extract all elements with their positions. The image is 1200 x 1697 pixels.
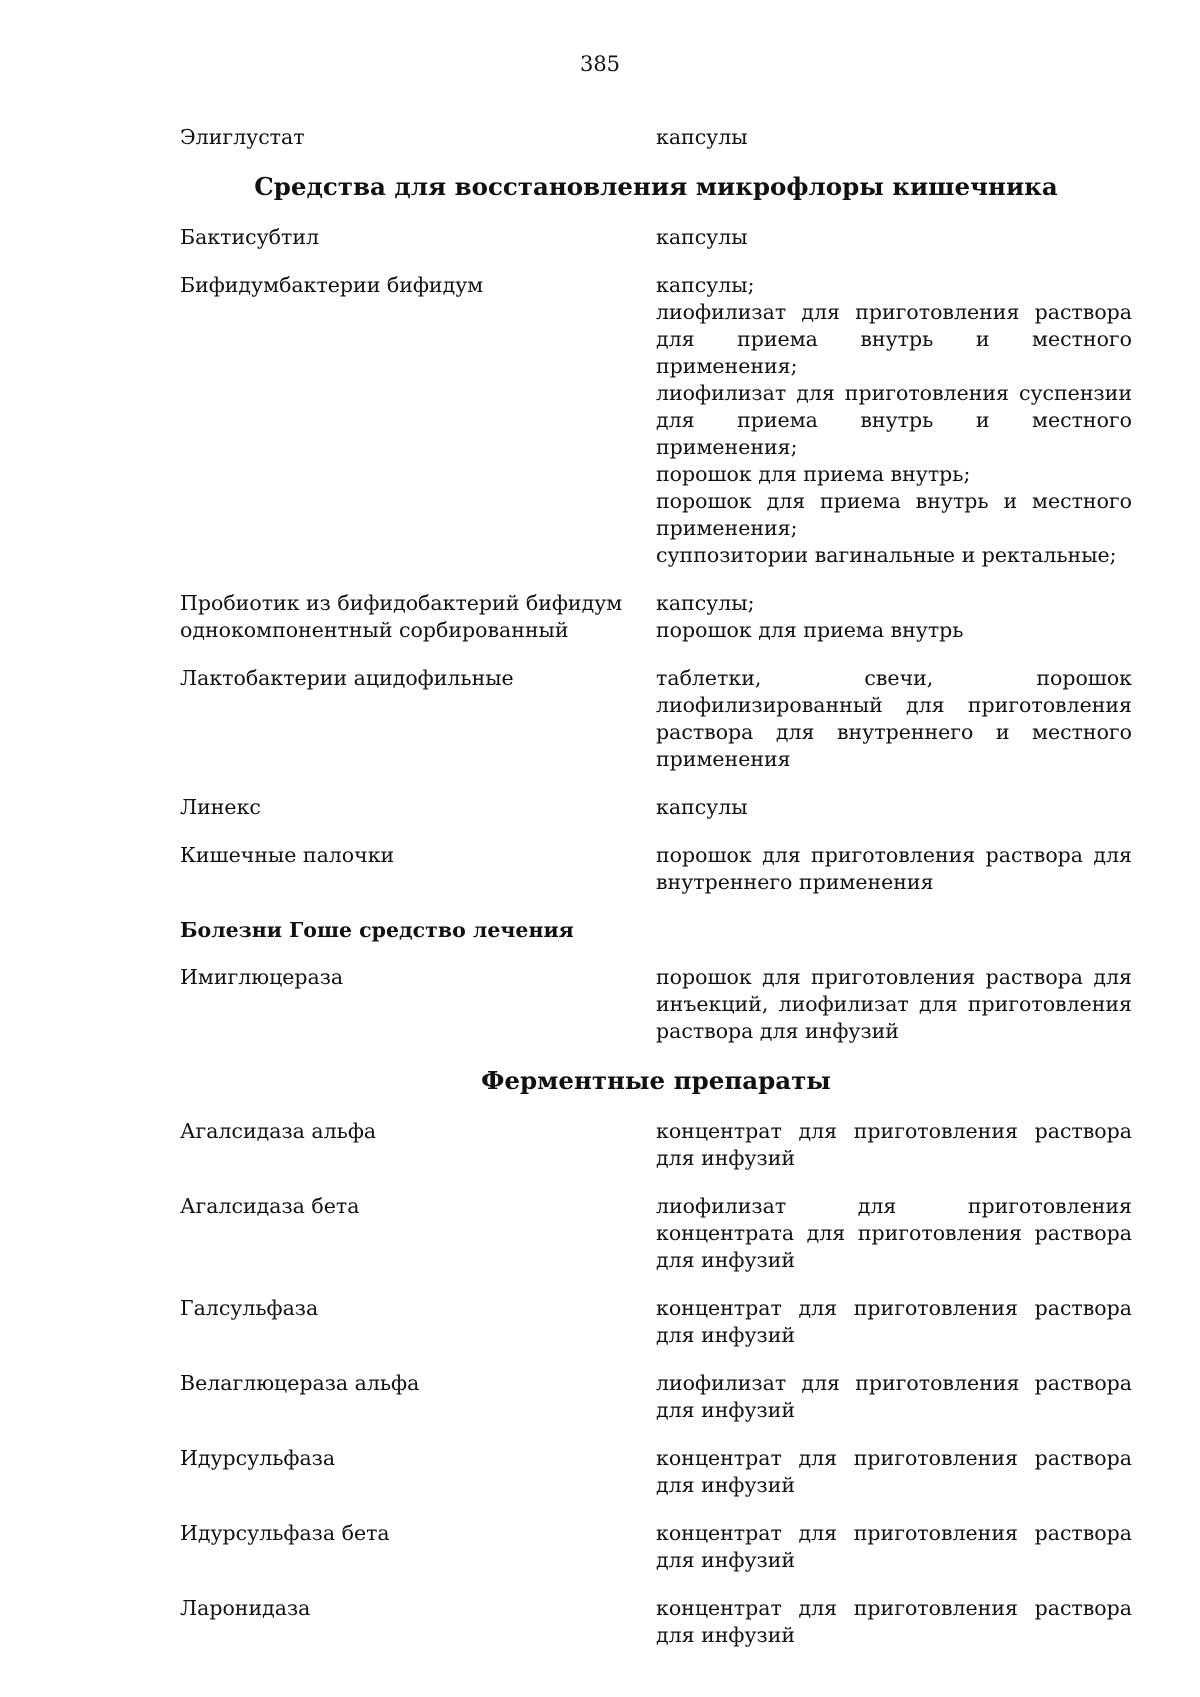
drug-name: Кишечные палочки (180, 843, 395, 867)
drug-name: Бифидумбактерии бифидум (180, 273, 484, 297)
dosage-form-line: лиофилизат для приготовления раствора для приема внутрь и местного применения; (656, 300, 1132, 378)
drug-name: Агалсидаза альфа (180, 1119, 377, 1143)
drug-name: Бактисубтил (180, 225, 320, 249)
dosage-forms (656, 1370, 1132, 1424)
dosage-form-line: порошок для приготовления раствора для инъекций, лиофилизат для приготовления раствора для инфузий (656, 965, 1132, 1043)
dosage-forms (656, 1445, 1132, 1499)
dosage-forms (656, 1193, 1132, 1274)
dosage-form-line: порошок для приема внутрь; (656, 462, 971, 486)
dosage-form-line: концентрат для приготовления раствора для инфузий (656, 1446, 1132, 1497)
dosage-forms (656, 272, 1132, 569)
dosage-form-line: порошок для приготовления раствора для внутреннего применения (656, 843, 1132, 894)
drug-row (180, 964, 1132, 1045)
drug-name: Ларонидаза (180, 1596, 311, 1620)
drug-row (180, 842, 1132, 896)
drug-name: Лактобактерии ацидофильные (180, 666, 514, 690)
dosage-forms (656, 124, 1132, 151)
dosage-forms (656, 224, 1132, 251)
dosage-form-line: концентрат для приготовления раствора для инфузий (656, 1296, 1132, 1347)
drug-name: Велаглюцераза альфа (180, 1371, 420, 1395)
dosage-form-line: порошок для приема внутрь и местного применения; (656, 489, 1132, 540)
drug-row (180, 1445, 1132, 1499)
drug-row (180, 1193, 1132, 1274)
drug-name: Пробиотик из бифидобактерий бифидум однокомпонентный сорбированный (180, 591, 623, 642)
dosage-forms (656, 1520, 1132, 1574)
section-heading: Средства для восстановления микрофлоры кишечника (254, 172, 1058, 201)
drug-row (180, 1595, 1132, 1649)
dosage-form-line: капсулы (656, 125, 748, 149)
drug-name: Галсульфаза (180, 1296, 319, 1320)
dosage-forms (656, 842, 1132, 896)
dosage-forms (656, 964, 1132, 1045)
drug-name: Линекс (180, 795, 261, 819)
dosage-form-line: капсулы (656, 225, 748, 249)
drug-row (180, 794, 1132, 821)
dosage-forms (656, 665, 1132, 773)
drug-row (180, 1295, 1132, 1349)
dosage-form-line: концентрат для приготовления раствора для инфузий (656, 1521, 1132, 1572)
drug-row (180, 1118, 1132, 1172)
dosage-form-line: концентрат для приготовления раствора для инфузий (656, 1596, 1132, 1647)
drug-row (180, 590, 1132, 644)
drug-row (180, 272, 1132, 569)
dosage-form-line: лиофилизат для приготовления раствора для инфузий (656, 1371, 1132, 1422)
drug-row (180, 124, 1132, 151)
dosage-forms (656, 1118, 1132, 1172)
dosage-form-line: суппозитории вагинальные и ректальные; (656, 543, 1117, 567)
dosage-form-line: лиофилизат для приготовления суспензии для приема внутрь и местного применения; (656, 381, 1132, 459)
dosage-form-line: капсулы; (656, 591, 755, 615)
drug-row (180, 1370, 1132, 1424)
drug-name: Элиглустат (180, 125, 305, 149)
drug-row (180, 224, 1132, 251)
drug-list (180, 124, 1132, 1670)
section-heading: Ферментные препараты (481, 1066, 831, 1095)
drug-name: Идурсульфаза (180, 1446, 336, 1470)
page-number: 385 (579, 52, 621, 76)
dosage-forms (656, 794, 1132, 821)
dosage-form-line: лиофилизат для приготовления концентрата для приготовления раствора для инфузий (656, 1194, 1132, 1272)
dosage-form-line: капсулы (656, 795, 748, 819)
drug-name: Имиглюцераза (180, 965, 344, 989)
drug-row (180, 665, 1132, 773)
dosage-form-line: таблетки, свечи, порошок лиофилизированный для приготовления раствора для внутреннего и местного применения (656, 666, 1132, 771)
drug-row (180, 1520, 1132, 1574)
dosage-forms (656, 590, 1132, 644)
subsection-heading: Болезни Гоше средство лечения (180, 918, 574, 942)
dosage-form-line: порошок для приема внутрь (656, 618, 964, 642)
dosage-form-line: капсулы; (656, 273, 755, 297)
dosage-form-line: концентрат для приготовления раствора для инфузий (656, 1119, 1132, 1170)
dosage-forms (656, 1295, 1132, 1349)
dosage-forms (656, 1595, 1132, 1649)
drug-name: Агалсидаза бета (180, 1194, 360, 1218)
drug-name: Идурсульфаза бета (180, 1521, 390, 1545)
